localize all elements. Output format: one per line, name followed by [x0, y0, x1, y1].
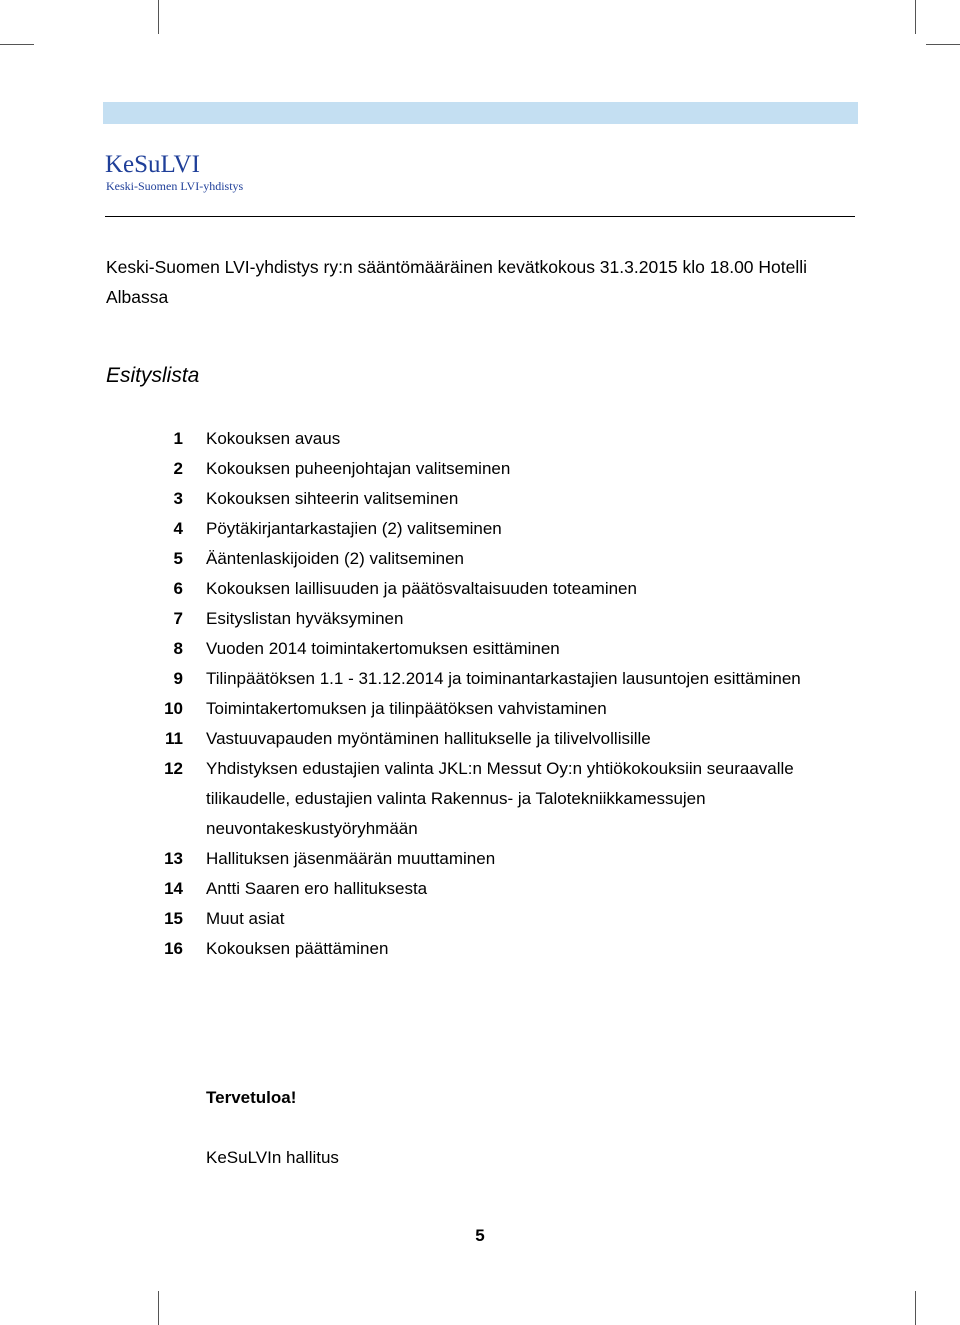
agenda-item-number: 8 — [173, 639, 183, 658]
crop-mark — [915, 0, 916, 34]
crop-mark — [0, 44, 34, 45]
agenda-item — [150, 634, 870, 664]
agenda-item-text: Kokouksen päättäminen — [206, 939, 389, 958]
agenda-item-number: 5 — [173, 549, 183, 568]
agenda-list — [150, 424, 870, 964]
agenda-item-text: Kokouksen puheenjohtajan valitseminen — [206, 459, 511, 478]
agenda-item — [150, 424, 870, 454]
crop-mark — [915, 1291, 916, 1325]
agenda-item — [150, 664, 870, 694]
crop-mark — [158, 0, 159, 34]
agenda-item-text: Hallituksen jäsenmäärän muuttaminen — [206, 849, 496, 868]
agenda-item-text: Toimintakertomuksen ja tilinpäätöksen vahvistaminen — [206, 699, 607, 718]
agenda-item — [150, 454, 870, 484]
agenda-item — [150, 934, 870, 964]
page-number: 5 — [475, 1226, 485, 1245]
agenda-item — [150, 844, 870, 874]
crop-mark — [158, 1291, 159, 1325]
agenda-item-text: Kokouksen laillisuuden ja päätösvaltaisuuden toteaminen — [206, 579, 637, 598]
agenda-item-number: 12 — [164, 759, 183, 778]
agenda-item-text: Pöytäkirjantarkastajien (2) valitseminen — [206, 519, 502, 538]
agenda-item — [150, 484, 870, 514]
org-full-name: Keski-Suomen LVI-yhdistys — [106, 179, 244, 193]
agenda-item — [150, 604, 870, 634]
agenda-item-text: Ääntenlaskijoiden (2) valitseminen — [206, 549, 464, 568]
agenda-item — [150, 514, 870, 544]
agenda-heading: Esityslista — [106, 364, 200, 387]
meeting-title: Keski-Suomen LVI-yhdistys ry:n sääntömääräinen kevätkokous 31.3.2015 klo 18.00 Hotelli Albassa — [106, 257, 808, 307]
agenda-item-number: 1 — [173, 429, 183, 448]
agenda-item-number: 11 — [165, 729, 183, 748]
agenda-item-text: Kokouksen sihteerin valitseminen — [206, 489, 459, 508]
agenda-item — [150, 694, 870, 724]
agenda-item — [150, 754, 870, 844]
agenda-item-text: Kokouksen avaus — [206, 429, 341, 448]
signature: KeSuLVIn hallitus — [206, 1148, 339, 1167]
header-divider — [105, 216, 855, 217]
agenda-item — [150, 544, 870, 574]
welcome-text: Tervetuloa! — [206, 1088, 297, 1107]
agenda-item-text: Vastuuvapauden myöntäminen hallitukselle ja tilivelvollisille — [206, 729, 651, 748]
crop-mark — [926, 44, 960, 45]
agenda-item — [150, 874, 870, 904]
agenda-item-number: 9 — [173, 669, 183, 688]
agenda-item-number: 6 — [173, 579, 183, 598]
org-name: KeSuLVI — [105, 151, 200, 178]
agenda-item — [150, 574, 870, 604]
agenda-item-number: 14 — [164, 879, 183, 898]
agenda-item-number: 13 — [164, 849, 183, 868]
agenda-item-number: 15 — [164, 909, 183, 928]
agenda-item-number: 2 — [173, 459, 183, 478]
agenda-item-text: Vuoden 2014 toimintakertomuksen esittäminen — [206, 639, 560, 658]
agenda-item-number: 16 — [164, 939, 183, 958]
agenda-item-text: Esityslistan hyväksyminen — [206, 609, 404, 628]
agenda-item-number: 3 — [173, 489, 183, 508]
agenda-item-text: Muut asiat — [206, 909, 285, 928]
agenda-item-number: 7 — [173, 609, 183, 628]
agenda-item-number: 4 — [173, 519, 183, 538]
header-bar — [103, 102, 858, 124]
agenda-item-text: Tilinpäätöksen 1.1 - 31.12.2014 ja toiminantarkastajien lausuntojen esittäminen — [206, 669, 801, 688]
agenda-item-text: Yhdistyksen edustajien valinta JKL:n Messut Oy:n yhtiökokouksiin seuraavalle tilikaudelle, edustajien valinta Rakennus- ja Talotekniikkamessujen neuvontakeskustyöryhmään — [206, 759, 794, 838]
agenda-item — [150, 724, 870, 754]
agenda-item-text: Antti Saaren ero hallituksesta — [206, 879, 428, 898]
agenda-item-number: 10 — [164, 699, 183, 718]
agenda-item — [150, 904, 870, 934]
